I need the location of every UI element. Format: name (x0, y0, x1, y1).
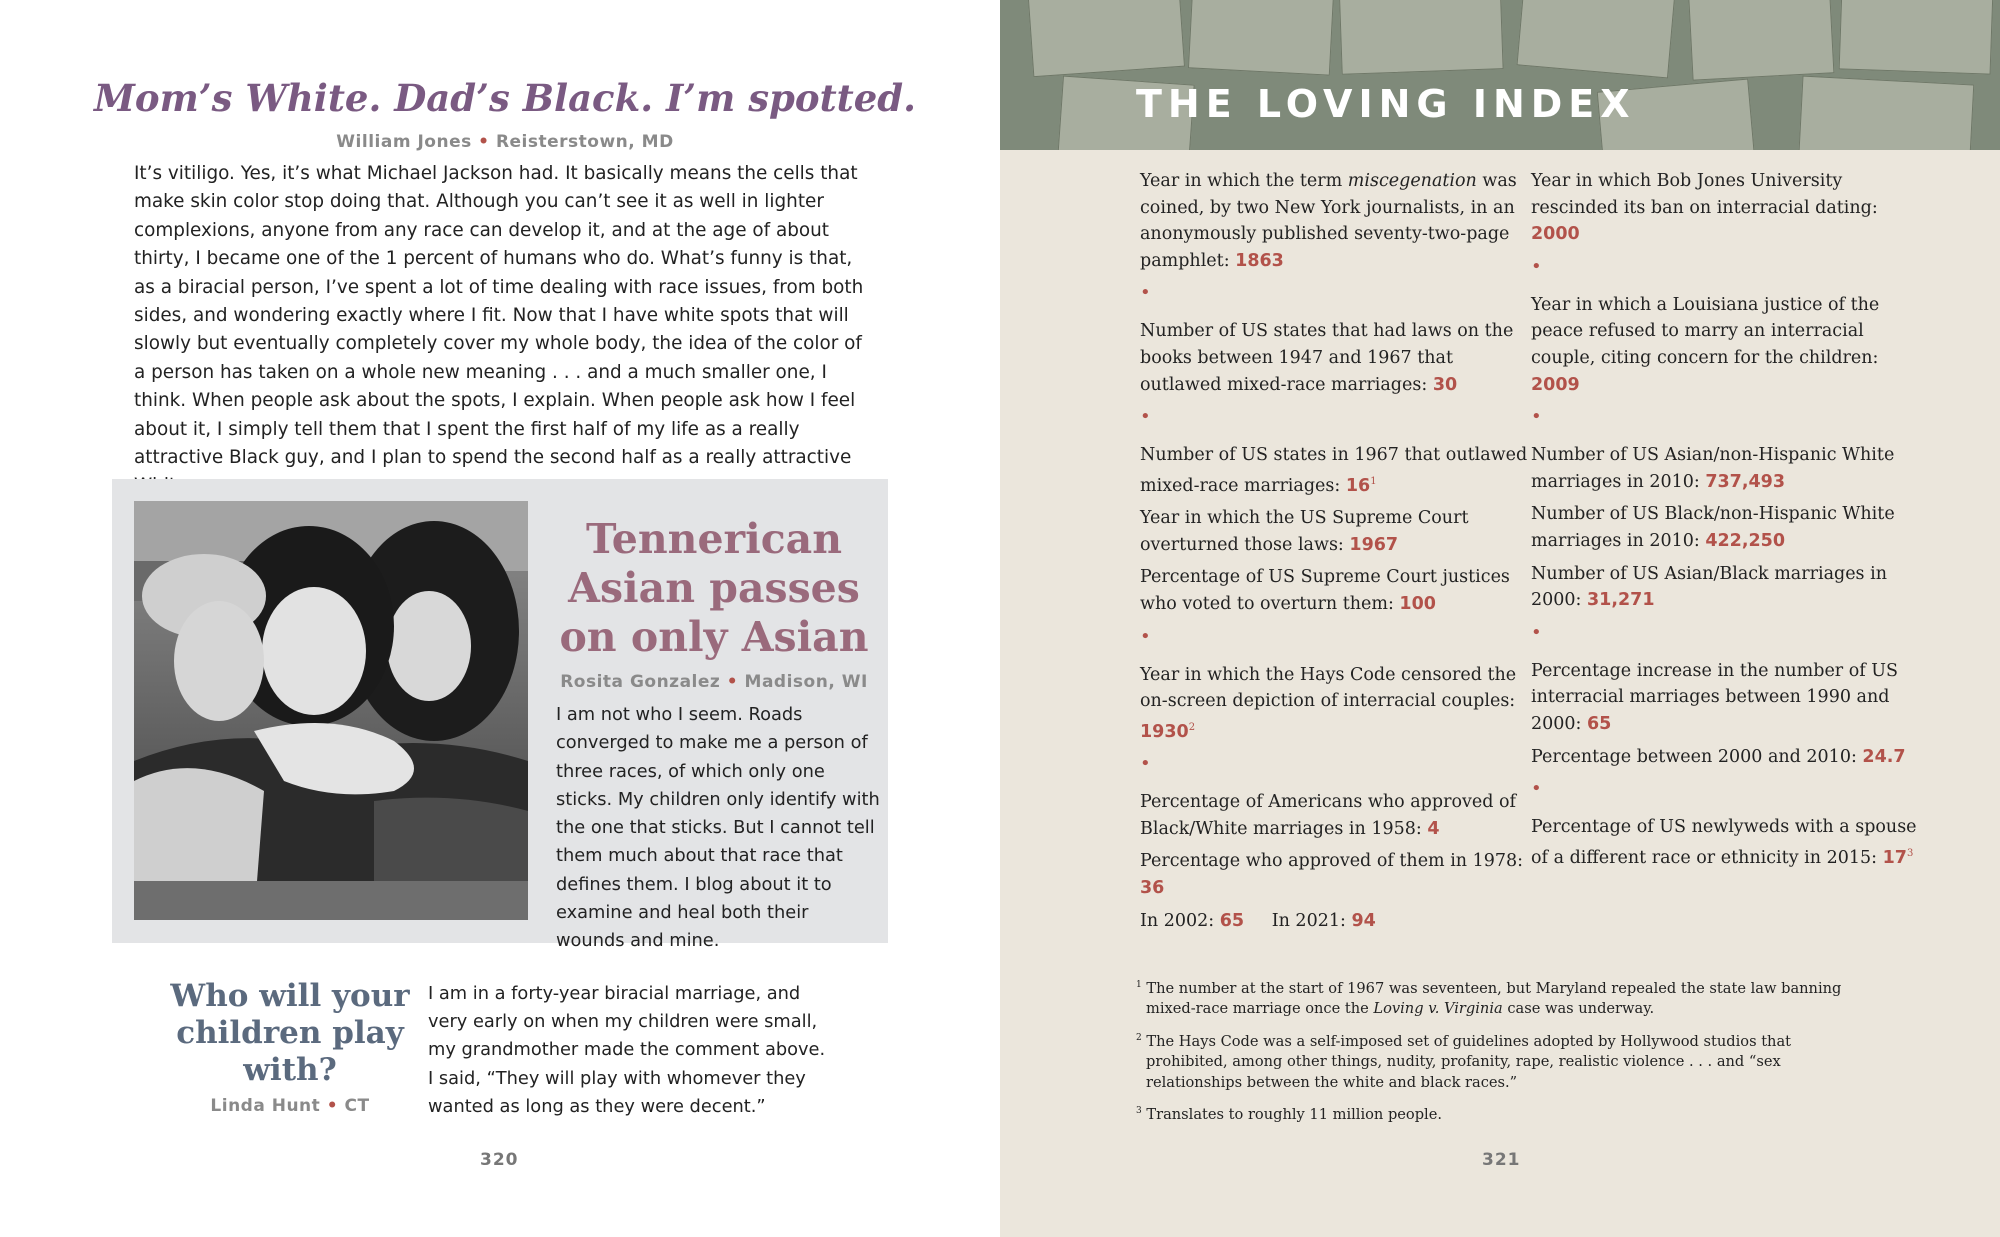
index-column-1 (1140, 168, 1530, 940)
banner-card (1188, 0, 1334, 76)
fact-hays-code (1140, 662, 1530, 746)
fact-approval-2002-2021 (1140, 908, 1530, 935)
byline-dot: • (478, 132, 490, 152)
byline-dot: • (326, 1096, 339, 1116)
fact-value: 1967 (1349, 534, 1399, 555)
banner-card (1798, 76, 1975, 150)
fact-value: 94 (1351, 910, 1376, 931)
fact-text: Year in which the term (1140, 171, 1348, 191)
story3-title: Who will your children play with? (170, 978, 410, 1088)
banner-card (1338, 0, 1503, 75)
fact-value: 2009 (1531, 374, 1580, 395)
page-number-left: 320 (480, 1150, 519, 1170)
fact-increase-1990-2000 (1531, 658, 1921, 738)
right-page (1000, 0, 2000, 1237)
fact-2021 (1272, 911, 1376, 931)
fact-value: 65 (1219, 910, 1245, 931)
fact-emphasis: miscegenation (1347, 171, 1477, 191)
fact-newlyweds-2015 (1531, 814, 1921, 871)
fact-value: 16 (1345, 475, 1371, 496)
fact-text: Percentage of US newlyweds with a spouse of a different race or ethnicity in 2015: (1531, 817, 1917, 868)
fact-text: Year in which the Hays Code censored the on-screen depiction of interracial couples: (1140, 664, 1517, 712)
index-column-2 (1531, 168, 1921, 877)
fact-bob-jones (1531, 168, 1921, 248)
story3-location: CT (344, 1096, 370, 1116)
index-title: THE LOVING INDEX (1136, 82, 1636, 126)
fact-text: Number of US states that had laws on the books between 1947 and 1967 that outlawed mixed-race marriages: (1140, 321, 1514, 395)
story1-byline (80, 132, 930, 152)
separator-dot: • (1531, 778, 1542, 800)
fact-states-laws (1140, 318, 1530, 398)
fact-2002 (1140, 911, 1244, 931)
separator-dot: • (1531, 621, 1542, 643)
fact-value: 4 (1427, 818, 1440, 839)
family-photo-image (134, 501, 528, 920)
story2-panel (112, 479, 888, 952)
fact-text: Percentage of Americans who approved of Black/White marriages in 1958: (1140, 792, 1517, 839)
fact-justices (1140, 564, 1530, 617)
separator-dot: • (1140, 625, 1151, 647)
footnote-mark: 3 (1136, 1106, 1142, 1117)
fact-miscegenation (1140, 168, 1530, 274)
story3-author: Linda Hunt (210, 1096, 321, 1116)
fact-value: 31,271 (1587, 590, 1655, 611)
fact-text: In 2021: (1271, 910, 1352, 931)
fact-value: 737,493 (1705, 471, 1786, 492)
fact-text: Percentage of US Supreme Court justices who voted to overturn them: (1140, 567, 1510, 614)
fact-value: 36 (1140, 877, 1165, 898)
fact-black-white (1531, 501, 1921, 554)
story2-title: Tennerican Asian passes on only Asian (559, 515, 869, 661)
fact-text: Year in which a Louisiana justice of the peace refused to marry an interracial couple, citing concern for the children: (1531, 294, 1880, 368)
footnote-ref: 1 (1370, 475, 1377, 487)
story1-author: William Jones (336, 132, 472, 152)
footnote-emphasis: Loving v. Virginia (1373, 1000, 1503, 1018)
separator-dot: • (1531, 406, 1542, 428)
story3-body: I am in a forty-year biracial marriage, and very early on when my children were small, my grandmother made the comment above. I said, “They will play with whomever they wanted as long as they were decent.” (428, 983, 826, 1117)
fact-value: 100 (1399, 593, 1436, 614)
footnote-ref: 2 (1188, 721, 1196, 733)
fact-text: Percentage increase in the number of US interracial marriages between 1990 and 2000: (1531, 660, 1899, 734)
footnote-text: case was underway. (1502, 1000, 1655, 1018)
fact-asian-black (1531, 561, 1921, 614)
story2-byline (549, 672, 879, 692)
fact-value: 30 (1432, 374, 1458, 395)
story3-byline (160, 1096, 420, 1116)
fact-text: Year in which Bob Jones University rescinded its ban on interracial dating: (1531, 171, 1878, 218)
page-number-right: 321 (1482, 1150, 1521, 1170)
fact-asian-white (1531, 442, 1921, 495)
footnote-ref: 3 (1906, 847, 1914, 859)
footnote-text: The number at the start of 1967 was seventeen, but Maryland repealed the state law banning mixed-race marriage once the (1146, 979, 1842, 1018)
fact-value: 2000 (1531, 224, 1580, 245)
index-header-banner (1000, 0, 2000, 150)
footnote-text: The Hays Code was a self-imposed set of guidelines adopted by Hollywood studios that prohibited, among other things, nudity, profanity, rape, realistic violence . . . and “sex relationships between the white and black races.” (1146, 1032, 1792, 1091)
footnotes (1136, 975, 1876, 1134)
byline-dot: • (726, 672, 739, 692)
story2-body: I am not who I seem. Roads converged to make me a person of three races, of which only one sticks. My children only identify with the one that sticks. But I cannot tell them much about that race that defines them. I blog about it to examine and heal both their wounds and mine. (556, 704, 880, 952)
banner-card (1688, 0, 1835, 81)
fact-text: Number of US states in 1967 that outlawed mixed-race marriages: (1140, 445, 1528, 496)
fact-value: 24.7 (1862, 746, 1906, 767)
separator-dot: • (1140, 406, 1151, 428)
footnote-text: Translates to roughly 11 million people. (1146, 1106, 1443, 1124)
story2-author: Rosita Gonzalez (560, 672, 721, 692)
fact-text: Number of US Asian/Black marriages in 2000: (1531, 563, 1887, 611)
fact-text: was coined, by two New York journalists, in an anonymously published seventy-two-page pamphlet: (1140, 171, 1517, 271)
story2-location: Madison, WI (744, 672, 868, 692)
fact-value: 1863 (1235, 250, 1284, 271)
banner-card (1027, 0, 1185, 77)
banner-card (1516, 0, 1675, 78)
fact-louisiana (1531, 292, 1921, 398)
fact-text: Number of US Asian/non-Hispanic White marriages in 2010: (1531, 445, 1895, 492)
footnote-2 (1136, 1028, 1876, 1093)
fact-value: 422,250 (1705, 530, 1786, 551)
separator-dot: • (1140, 753, 1151, 775)
story1-body: It’s vitiligo. Yes, it’s what Michael Jackson had. It basically means the cells that make skin color stop doing that. Although you can’t see it as well in lighter complexions, anyone from any race can develop it, and at the age of about thirty, I became one of the 1 percent of humans who do. What’s funny is that, as a biracial person, I’ve spent a lot of time dealing with race issues, from both sides, and wondering exactly where I fit. Now that I have white spots that will slowly but eventually completely cover my whole body, the idea of the color of a person has taken on a whole new meaning . . . and a much smaller one, I think. When people ask about the spots, I explain. When people ask how I feel about it, I simply tell them that I spent the first half of my life as a really attractive Black guy, and I plan to spend the second half as a really attractive (134, 163, 864, 469)
fact-text: Number of US Black/non-Hispanic White marriages in 2010: (1531, 504, 1895, 551)
separator-dot: • (1531, 255, 1542, 277)
fact-approval-1978 (1140, 848, 1530, 901)
fact-text: Percentage between 2000 and 2010: (1531, 746, 1863, 767)
fact-value: 17 (1882, 847, 1907, 868)
fact-increase-2000-2010 (1531, 744, 1921, 771)
fact-approval-1958 (1140, 789, 1530, 842)
fact-text: Year in which the US Supreme Court overturned those laws: (1140, 508, 1469, 555)
story1-title: Mom’s White. Dad’s Black. I’m spotted. (93, 76, 917, 120)
banner-card (1839, 0, 1994, 75)
fact-value: 1930 (1140, 721, 1189, 742)
fact-supreme-court (1140, 505, 1530, 558)
separator-dot: • (1140, 282, 1151, 304)
footnote-1 (1136, 975, 1876, 1020)
fact-text: In 2002: (1140, 910, 1220, 931)
fact-states-1967 (1140, 442, 1530, 499)
fact-value: 65 (1587, 713, 1612, 734)
story1-location: Reisterstown, MD (495, 132, 674, 152)
footnote-mark: 2 (1136, 1032, 1142, 1043)
family-photo (134, 501, 528, 920)
fact-text: Percentage who approved of them in 1978: (1140, 851, 1524, 872)
footnote-3 (1136, 1101, 1876, 1125)
footnote-mark: 1 (1136, 980, 1142, 990)
